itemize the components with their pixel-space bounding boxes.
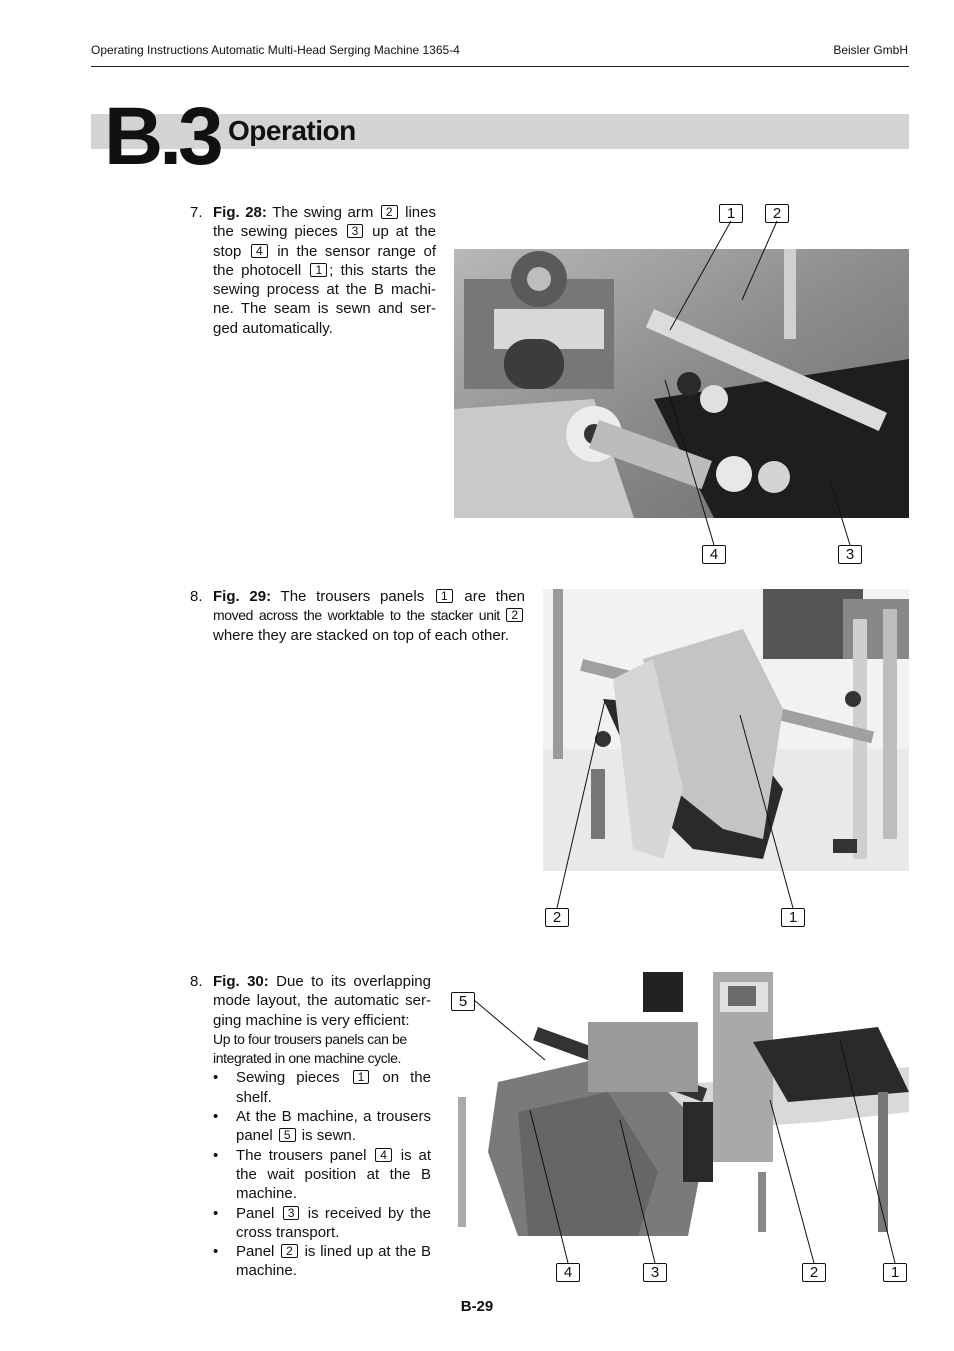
fig28-callout-3: 3 (838, 545, 862, 564)
bullet: • (213, 1146, 219, 1164)
list-item-text: Panel (236, 1204, 281, 1222)
status-list (213, 1068, 431, 1280)
list-item-text: Panel (236, 1243, 280, 1261)
list-item-text: is sewn. (297, 1127, 356, 1145)
item-number-box: 1 (353, 1070, 370, 1084)
list-item-text: The trousers panel (236, 1146, 374, 1164)
step-text: are then (454, 588, 525, 605)
step-number: 8. (190, 973, 203, 990)
item-number-box: 4 (251, 244, 268, 258)
fig28-photo (454, 249, 909, 518)
bullet: • (213, 1069, 219, 1087)
page-number: B-29 (460, 1298, 494, 1315)
step-text: lines the sewing pieces (213, 204, 436, 241)
step-text: moved across the worktable to the stacker unit (213, 607, 500, 624)
figure-ref: Fig. 29: (213, 588, 272, 605)
step-text: The swing arm (266, 204, 379, 221)
section-title: Operation (228, 115, 356, 146)
list-item (213, 1146, 431, 1204)
list-item (213, 1204, 431, 1243)
bullet: • (213, 1243, 219, 1261)
item-number-box: 5 (279, 1128, 296, 1142)
list-item-text: Sewing pieces (236, 1069, 351, 1087)
list-item-text: is received by the cross transport. (236, 1204, 431, 1241)
fig30-photo (458, 972, 909, 1236)
fig29-callout-2: 2 (545, 908, 569, 927)
step-fig28 (190, 203, 436, 338)
fig30-callout-4: 4 (556, 1263, 580, 1282)
fig29-callout-1: 1 (781, 908, 805, 927)
list-item (213, 1107, 431, 1146)
list-item (213, 1068, 431, 1107)
fig29-photo (543, 589, 909, 871)
bullet: • (213, 1108, 219, 1126)
step-text: in the sensor range of the photocell (213, 242, 436, 279)
step-text: Due to its overlapping mode layout, the automatic ser-ging machine is very efficient: (213, 973, 431, 1029)
list-item-text: on the shelf. (236, 1069, 431, 1106)
step-number: 7. (190, 204, 203, 221)
step-text: where they are stacked on top of each other. (213, 626, 510, 644)
item-number-box: 1 (436, 589, 453, 603)
figure-ref: Fig. 30: (213, 973, 269, 990)
fig28-callout-4: 4 (702, 545, 726, 564)
fig28-callout-2: 2 (765, 204, 789, 223)
fig28-callout-1: 1 (719, 204, 743, 223)
item-number-box: 1 (310, 263, 327, 277)
step-text: ; this starts the sewing process at the B machi-ne. The seam is sewn and ser-ged automatically. (213, 261, 436, 337)
step-text: The trousers panels (271, 588, 434, 605)
list-item-text: is lined up at the B machine. (236, 1243, 431, 1280)
list-item (213, 1242, 431, 1281)
fig30-callout-2: 2 (802, 1263, 826, 1282)
fig30-callout-5: 5 (451, 992, 475, 1011)
item-number-box: 4 (375, 1148, 392, 1162)
header-rule (91, 66, 909, 67)
step-text: Up to four trousers panels can be integrated in one machine cycle. (213, 1030, 407, 1067)
fig30-callout-3: 3 (643, 1263, 667, 1282)
section-number: B.3 (104, 91, 220, 182)
item-number-box: 3 (283, 1206, 300, 1220)
bullet: • (213, 1204, 219, 1222)
document-header-company: Beisler GmbH (833, 43, 908, 57)
step-fig30 (190, 972, 431, 1281)
step-text: up at the stop (213, 223, 436, 260)
list-item-text: is at the wait position at the B machine. (236, 1146, 431, 1203)
item-number-box: 2 (381, 205, 398, 219)
item-number-box: 2 (506, 608, 523, 622)
item-number-box: 2 (281, 1244, 298, 1258)
item-number-box: 3 (347, 224, 364, 238)
figure-ref: Fig. 28: (213, 204, 267, 221)
document-header-title: Operating Instructions Automatic Multi-Head Serging Machine 1365-4 (91, 43, 460, 57)
step-fig29 (190, 587, 525, 645)
step-number: 8. (190, 588, 203, 605)
fig30-callout-1: 1 (883, 1263, 907, 1282)
list-item-text: At the B machine, a trousers panel (236, 1108, 431, 1145)
